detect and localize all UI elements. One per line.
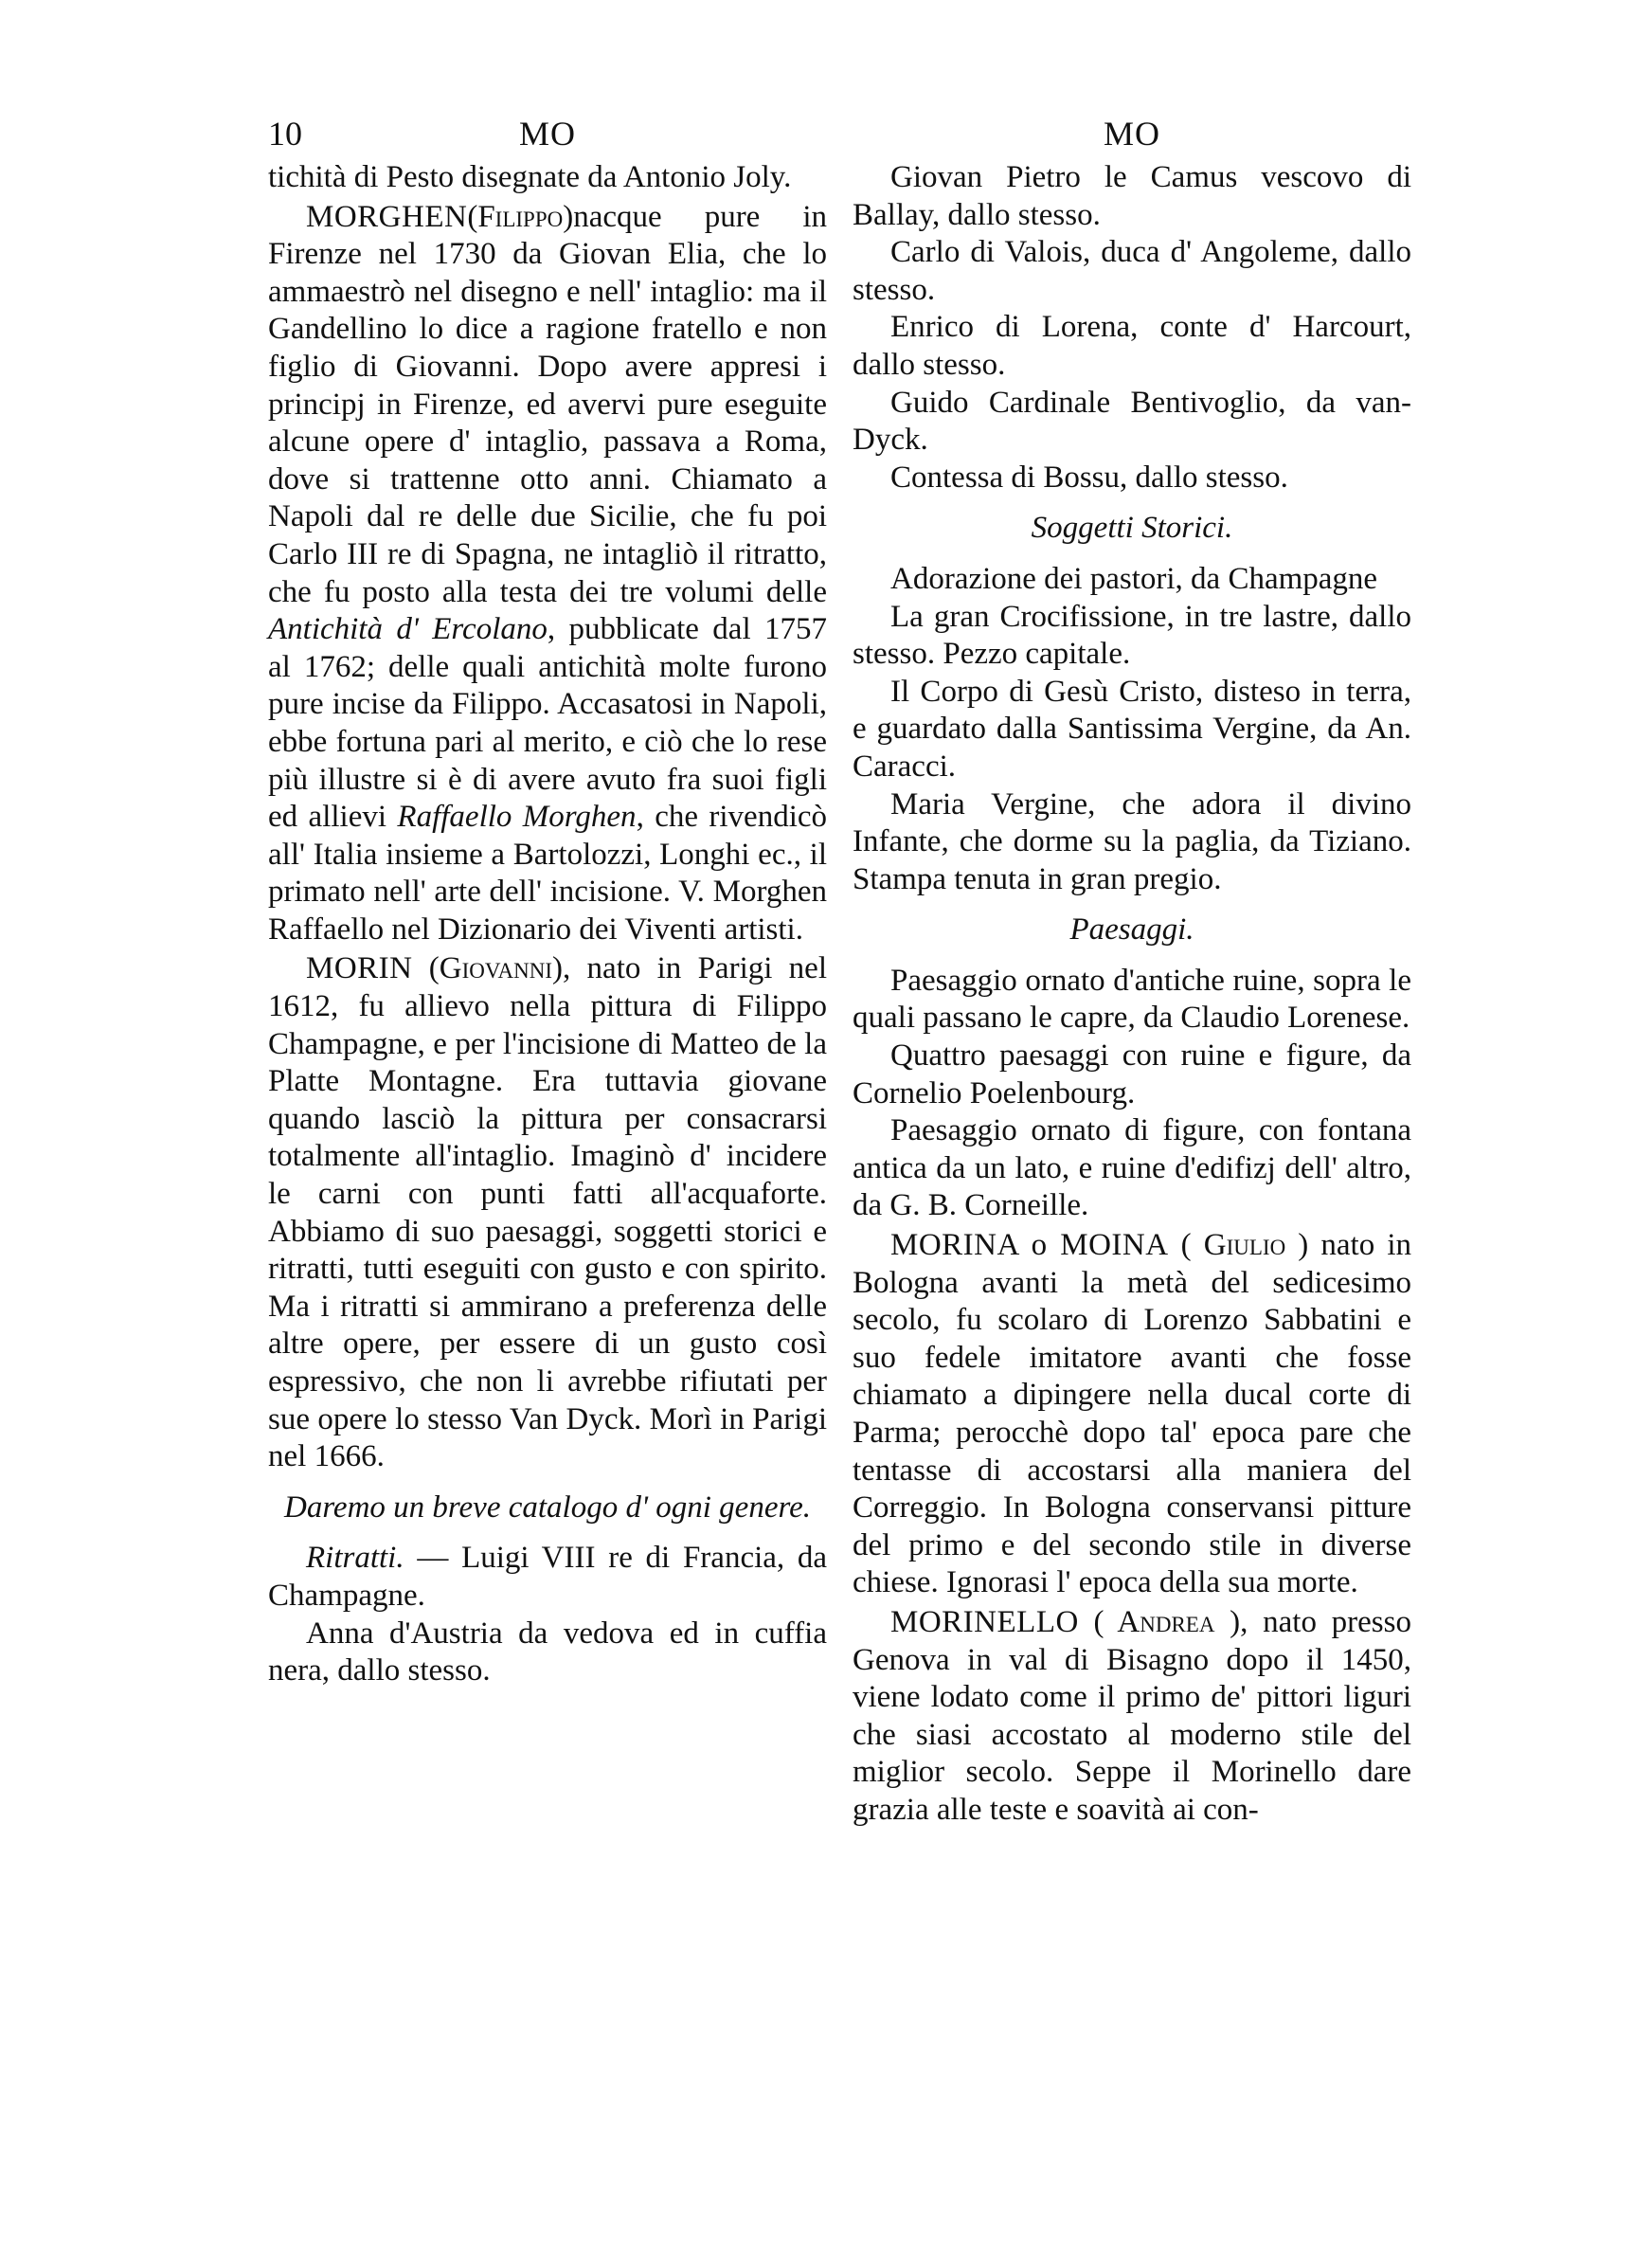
portrait-item: Guido Cardinale Bentivoglio, da van-Dyck. [853,385,1411,458]
entry-morinello [853,1604,1411,1830]
right-header [853,112,1411,159]
storico-item: Adorazione dei pastori, da Champagne [890,561,1378,596]
entry-given-name: ( Giulio ) [1180,1228,1309,1263]
portrait-text: Luigi VIII re di Francia, da Champagne. [268,1541,828,1613]
entry-given-name: ( Andrea ) [1093,1604,1241,1639]
entry-given-name: (Filippo) [467,199,574,234]
entry-headword: MORINA o MOINA [890,1228,1169,1263]
entry-text: nacque pure in Firenze nel 1730 da Giovan Elia, che lo ammaestrò nel disegno e nell' intaglio: ma il Gandellino lo dice a ragione fratello e non figlio di Giovanni. Dopo avere appresi i principj in Firenze, ed avervi pure eseguite alcune opere d' intaglio, passava a Roma, dove si trattenne otto anni. Chiamato a Napoli dal re delle due Sicilie, che fu poi Carlo III re di Spagna, ne intagliò il ritratto, che fu posto alla testa dei tre volumi delle [268,199,827,609]
portrait-item [268,1540,827,1615]
entry-morghen [268,199,827,949]
storico-item: Maria Vergine, che adora il divino Infante, che dorme su la paglia, da Tiziano. Stampa tenuta in gran pregio. [853,786,1411,896]
section-label: Ritratti. [306,1541,404,1576]
paesaggio-item: Quattro paesaggi con ruine e figure, da Cornelio Poelenbourg. [853,1038,1411,1110]
continued-paragraph: tichità di Pesto disegnate da Antonio Joly. [268,160,792,194]
page-number: 10 [268,115,302,153]
left-header [268,112,827,159]
storico-item: La gran Crocifissione, in tre lastre, dallo stesso. Pezzo capitale. [853,599,1411,672]
paesaggio-item: Paesaggio ornato di figure, con fontana antica da un lato, e ruine d'edifizj dell' altro, da G. B. Corneille. [853,1113,1411,1223]
portrait-item: Contessa di Bossu, dallo stesso. [890,460,1288,495]
entry-morina [853,1227,1411,1602]
paesaggi-heading: Paesaggi. [1069,912,1194,948]
entry-headword: MORGHEN [306,199,468,234]
entry-morin [268,950,827,1475]
portrait-item: Carlo di Valois, duca d' Angoleme, dallo stesso. [853,235,1411,307]
entry-given-name: (Giovanni) [428,951,564,986]
left-running-head: MO [518,115,576,153]
soggetti-heading: Soggetti Storici. [1031,511,1233,546]
entry-headword: MORINELLO [890,1604,1079,1639]
work-title: Antichità d' Ercolano [268,612,548,647]
entry-headword: MORIN [306,951,413,986]
paesaggio-item: Paesaggio ornato d'antiche ruine, sopra le quali passano le capre, da Claudio Lorenese. [853,963,1411,1036]
entry-text: , che rivendicò all' Italia insieme a Bartolozzi, Longhi ec., il primato nell' arte dell' incisione. V. Morghen Raffaello nel Dizionario dei Viventi artisti. [268,800,828,947]
right-column [853,112,1411,1830]
storico-item: Il Corpo di Gesù Cristo, disteso in terra, e guardato dalla Santissima Vergine, da An. Caracci. [853,674,1411,784]
left-column [268,112,827,1690]
son-name: Raffaello Morghen [397,800,637,835]
portrait-item: Enrico di Lorena, conte d' Harcourt, dallo stesso. [853,310,1411,382]
entry-text: nato in Bologna avanti la metà del sedicesimo secolo, fu scolaro di Lorenzo Sabbatini e suo fedele imitatore avanti che fosse chiamato a dipingere nella ducal corte di Parma; perocchè dopo tal' epoca pare che tentasse di accostarsi alla maniera del Correggio. In Bologna conservansi pitture del primo e del secondo stile in diverse chiese. Ignorasi l' epoca della sua morte. [853,1228,1411,1600]
portrait-item: Anna d'Austria da vedova ed in cuffia nera, dallo stesso. [268,1616,827,1688]
entry-text: , nato in Parigi nel 1612, fu allievo nella pittura di Filippo Champagne, e per l'incisione di Matteo de la Platte Montagne. Era tuttavia giovane quando lasciò la pittura per consacrarsi totalmente all'intaglio. Imaginò d' incidere le carni con punti fatti all'acquaforte. Abbiamo di suo paesaggi, soggetti storici e ritratti, tutti eseguiti con gusto e con spirito. Ma i ritratti si ammirano a preferenza delle altre opere, per essere di un gusto così espressivo, che non li avrebbe rifiutati per sue opere lo stesso Van Dyck. Morì in Parigi nel 1666. [268,951,827,1474]
entry-text: , pubblicate dal 1757 al 1762; delle quali antichità molte furono pure incise da Filippo. Accasatosi in Napoli, ebbe fortuna pari al merito, e ciò che lo rese più illustre si è di avere avuto fra suoi figli ed allievi [268,612,827,835]
portrait-item: Giovan Pietro le Camus vescovo di Ballay, dallo stesso. [853,160,1411,232]
entry-text: , nato presso Genova in val di Bisagno dopo il 1450, viene lodato come il primo de' pittori liguri che siasi accostato al moderno stile del miglior secolo. Seppe il Morinello dare grazia alle teste e soavità ai con- [853,1604,1411,1827]
dash: — [417,1541,449,1576]
catalogue-heading: Daremo un breve catalogo d' ogni genere. [283,1490,811,1525]
right-running-head: MO [1103,115,1160,153]
